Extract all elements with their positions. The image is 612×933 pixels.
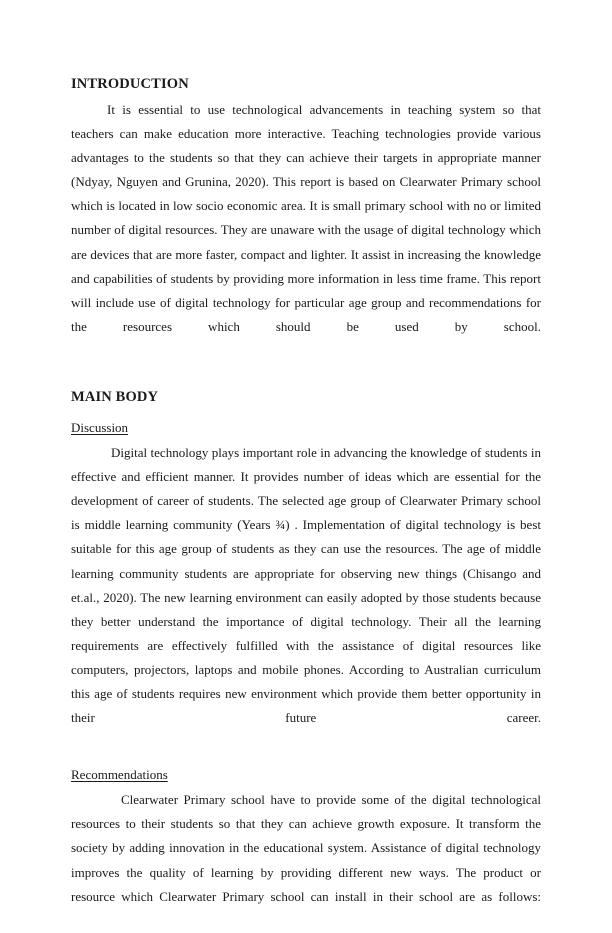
- paragraph-discussion: Digital technology plays important role in advancing the knowledge of students in effective and efficient manner. It provides number of ideas which are essential for the development of career of students. The selected age group of Clearwater Primary school is middle learning community (Years ¾) . Implementation of digital technology is best suitable for this age group of students as they can use the resources. The age of middle learning community students are appropriate for observing new things (Chisango and et.al., 2020). The new learning environment can easily adopted by those students because they better understand the importance of digital technology. Their all the learning requirements are effectively fulfilled with the assistance of digital resources like computers, projectors, laptops and mobile phones. According to Australian curriculum this age of students requires new environment which provide them better opportunity in their future career.: [71, 445, 541, 726]
- subheading-recommendations-wrap: [71, 765, 541, 785]
- document-body: [71, 74, 541, 933]
- main-body-section: [71, 387, 541, 407]
- subheading-discussion-wrap: [71, 418, 541, 438]
- heading-main-body: MAIN BODY: [71, 389, 159, 406]
- discussion-section: [71, 418, 541, 754]
- paragraph-recommendations: Clearwater Primary school have to provide some of the digital technological resources to their students so that they can achieve growth exposure. It transform the society by adding innovation in the educational system. Assistance of digital technology improves the quality of learning by providing different new ways. The product or resource which Clearwater Primary school can install in their school are as follows:: [71, 792, 541, 904]
- subheading-recommendations: Recommendations: [71, 767, 168, 783]
- heading-introduction: INTRODUCTION: [71, 76, 189, 92]
- recommendations-section: [71, 765, 541, 933]
- subheading-discussion: Discussion: [71, 420, 129, 436]
- introduction-section: [71, 74, 541, 363]
- paragraph-introduction: It is essential to use technological advancements in teaching system so that teachers can make education more interactive. Teaching technologies provide various advantages to the students so that they can achieve their targets in appropriate manner (Ndyay, Nguyen and Grunina, 2020). This report is based on Clearwater Primary school which is located in low socio economic area. It is small primary school with no or limited number of digital resources. They are unaware with the usage of digital technology which are devices that are more faster, compact and lighter. It assist in increasing the knowledge and capabilities of students by providing more information in less time frame. This report will include use of digital technology for particular age group and recommendations for the resources which should be used by school.: [71, 102, 541, 334]
